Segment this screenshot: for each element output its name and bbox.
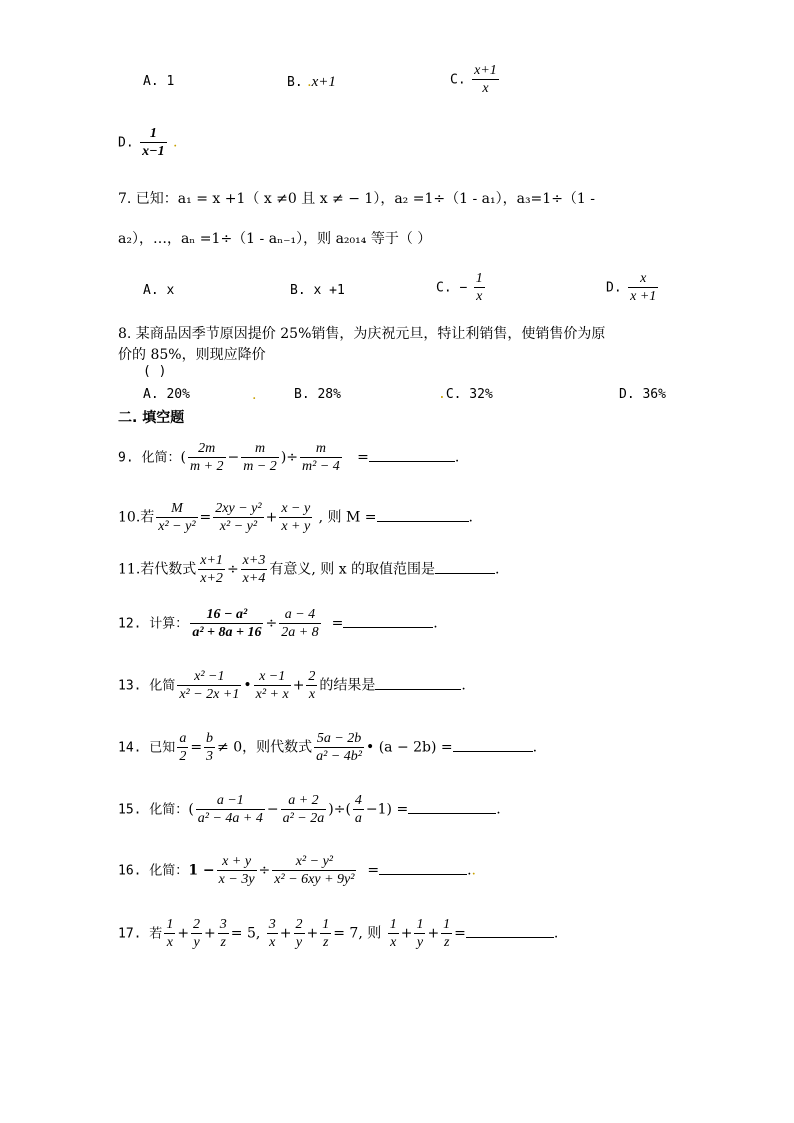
q7-line-2: a₂），…，aₙ =1÷（1 - aₙ₋₁），则 a₂₀₁₄ 等于（ ）: [118, 231, 432, 247]
q7-line-1: 7. 已知：a₁ = x +1（ x ≠0 且 x ≠ − 1），a₂ =1÷（1 - a₁），a₃=1÷（1 -: [118, 191, 596, 207]
question-9: 9. 化简：( $\frac{2m}{m + 2}$ − $\frac{m}{m - 2}$ )÷ $\frac{m}{\text{m² − 4}}$ = .: [118, 441, 460, 474]
question-15: 15. 化简：( $\frac{a -1}{\text{a² − 4a + 4}}$ − $\frac{a + 2}{\text{a² − 2a}}$ )÷( $\frac{4}{a}$ −1) = .: [118, 793, 501, 826]
question-12: 12. 计算： $\frac{\text{16 − a²}}{\text{a² + 8a + 16}}$ ÷ $\frac{a - 4}{2a + 8}$ = .: [118, 607, 438, 640]
q7-option-d: D. $\frac{x}{x +1}$: [606, 271, 657, 304]
q6-option-a: A. 1: [143, 74, 175, 89]
q7-option-b: B. x +1: [290, 283, 345, 298]
question-10: 10.若 $\frac{M}{\text{x² − y²}}$ = $\frac{\text{2xy − y²}}{\text{x² − y²}}$ + $\frac{x - y}{x + y}$ , 则 M = .: [118, 501, 473, 534]
q8-line-2: 价的 85%，则现应降价: [118, 347, 266, 363]
q6-option-c: C. $\frac{x+1}{x}$: [450, 63, 497, 96]
q7-option-c: C. − $\frac{1}{x}$: [436, 271, 483, 304]
question-13: 13. 化简 $\frac{\text{x² −1}}{\text{x² − 2x +1}}$ • $\frac{x -1}{\text{x² + x}}$ + $\frac{2}{x}$ 的结果是 .: [118, 669, 466, 702]
section-heading: 二. 填空题: [118, 410, 185, 426]
q8-option-d: D. 36%: [619, 387, 666, 402]
q8-option-c: .C. 32%: [438, 387, 493, 402]
question-11: 11.若代数式 $\frac{x+1}{x+2}$ ÷ $\frac{x+3}{x+4}$ 有意义, 则 x 的取值范围是 .: [118, 553, 500, 586]
q6-option-b: B. .x+1: [287, 74, 336, 90]
q8-option-b: B. 28%: [294, 387, 341, 402]
q6-option-d: D. $\frac{1}{x-1}$ .: [118, 126, 178, 159]
question-16: 16. 化简：1 − $\frac{x + y}{x - 3y}$ ÷ $\frac{\text{x² − y²}}{\text{x² − 6xy + 9y²}}$ = ..: [118, 854, 476, 887]
question-14: 14. 已知 $\frac{a}{2}$ = $\frac{b}{3}$ ≠ 0，则代数式 $\frac{5a - 2b}{\text{a² − 4b²}}$ • (a − 2b) = .: [118, 731, 538, 764]
exam-page: A. 1 B. .x+1 C. $\frac{x+1}{x}$ D. $\frac{1}{x-1}$ . 7. 已知：a₁ = x +1（ x ≠0 且 x ≠ − 1），a₂ =1÷（1 - a₁），a₃=1÷（1 - a₂），…，aₙ =1÷（1 - aₙ₋₁），则 a₂₀₁₄ 等于（ ） A. x B. x +1 C. − $\frac{1}{x}$ D. $\frac{x}{x +1}$ 8. 某商品因季节原因提价 25%销售，为庆祝元旦，特让利销售，使销售价为原 价的 85%，则现应降价 ( ) A. 20% . B. 28% .C. 32% D. 36% 二. 填空题 9. 化简：( $\frac{2m}{m + 2}$ − $\frac{m}{m - 2}$ )÷ $\frac{m}{\text{m² − 4}}$ = . 10.若 $\frac{M}{\text{x² − y²}}$ = $\frac{\text{2xy − y²}}{\text{x² − y²}}$ + $\frac{x - y}{x + y}$ , 则 M = . 11.若代数式 $\frac{x+1}{x+2}$ ÷ $\frac{x+3}{x+4}$ 有意义, 则 x 的取值范围是 . 12. 计算： $\frac{\text{16 − a²}}{\text{a² + 8a + 16}}$ ÷ $\frac{a - 4}{2a + 8}$ = . 13. 化简 $\frac{\text{x² −1}}{\text{x² − 2x +1}}$ • $\frac{x -1}{\text{x² + x}}$ + $\frac{2}{x}$ 的结果是 . 14. 已知 $\frac{a}{2}$ = $\frac{b}{3}$ ≠ 0，则代数式 $\frac{5a - 2b}{\text{a² − 4b²}}$ • (a − 2b) = . 15. 化简：( $\frac{a -1}{\text{a² − 4a + 4}}$ − $\frac{a + 2}{\text{a² − 2a}}$ )÷( $\frac{4}{a}$ −1) = . 16. 化简：1 − $\frac{x + y}{x - 3y}$ ÷ $\frac{\text{x² − y²}}{\text{x² − 6xy + 9y²}}$ = .. 17. 若 $\frac{1}{x}$ + $\frac{2}{y}$ + $\frac{3}{z}$ = 5, $\frac{3}{x}$ + $\frac{2}{y}$ + $\frac{1}{z}$ = 7, 则 $\frac{1}{x}$ + $\frac{1}{y}$ + $\frac{1}{z}$ = .: [118, 63, 666, 950]
q7-option-a: A. x: [143, 283, 175, 298]
question-17: 17. 若 $\frac{1}{x}$ + $\frac{2}{y}$ + $\frac{3}{z}$ = 5, $\frac{3}{x}$ + $\frac{2}{y}$ + $\frac{1}{z}$ = 7, 则 $\frac{1}{x}$ + $\frac{1}{y}$ + $\frac{1}{z}$ = .: [118, 917, 559, 950]
q8-paren: ( ): [143, 364, 167, 379]
q8-option-a: A. 20%: [143, 387, 190, 402]
q8-line-1: 8. 某商品因季节原因提价 25%销售，为庆祝元旦，特让利销售，使销售价为原: [118, 326, 606, 342]
